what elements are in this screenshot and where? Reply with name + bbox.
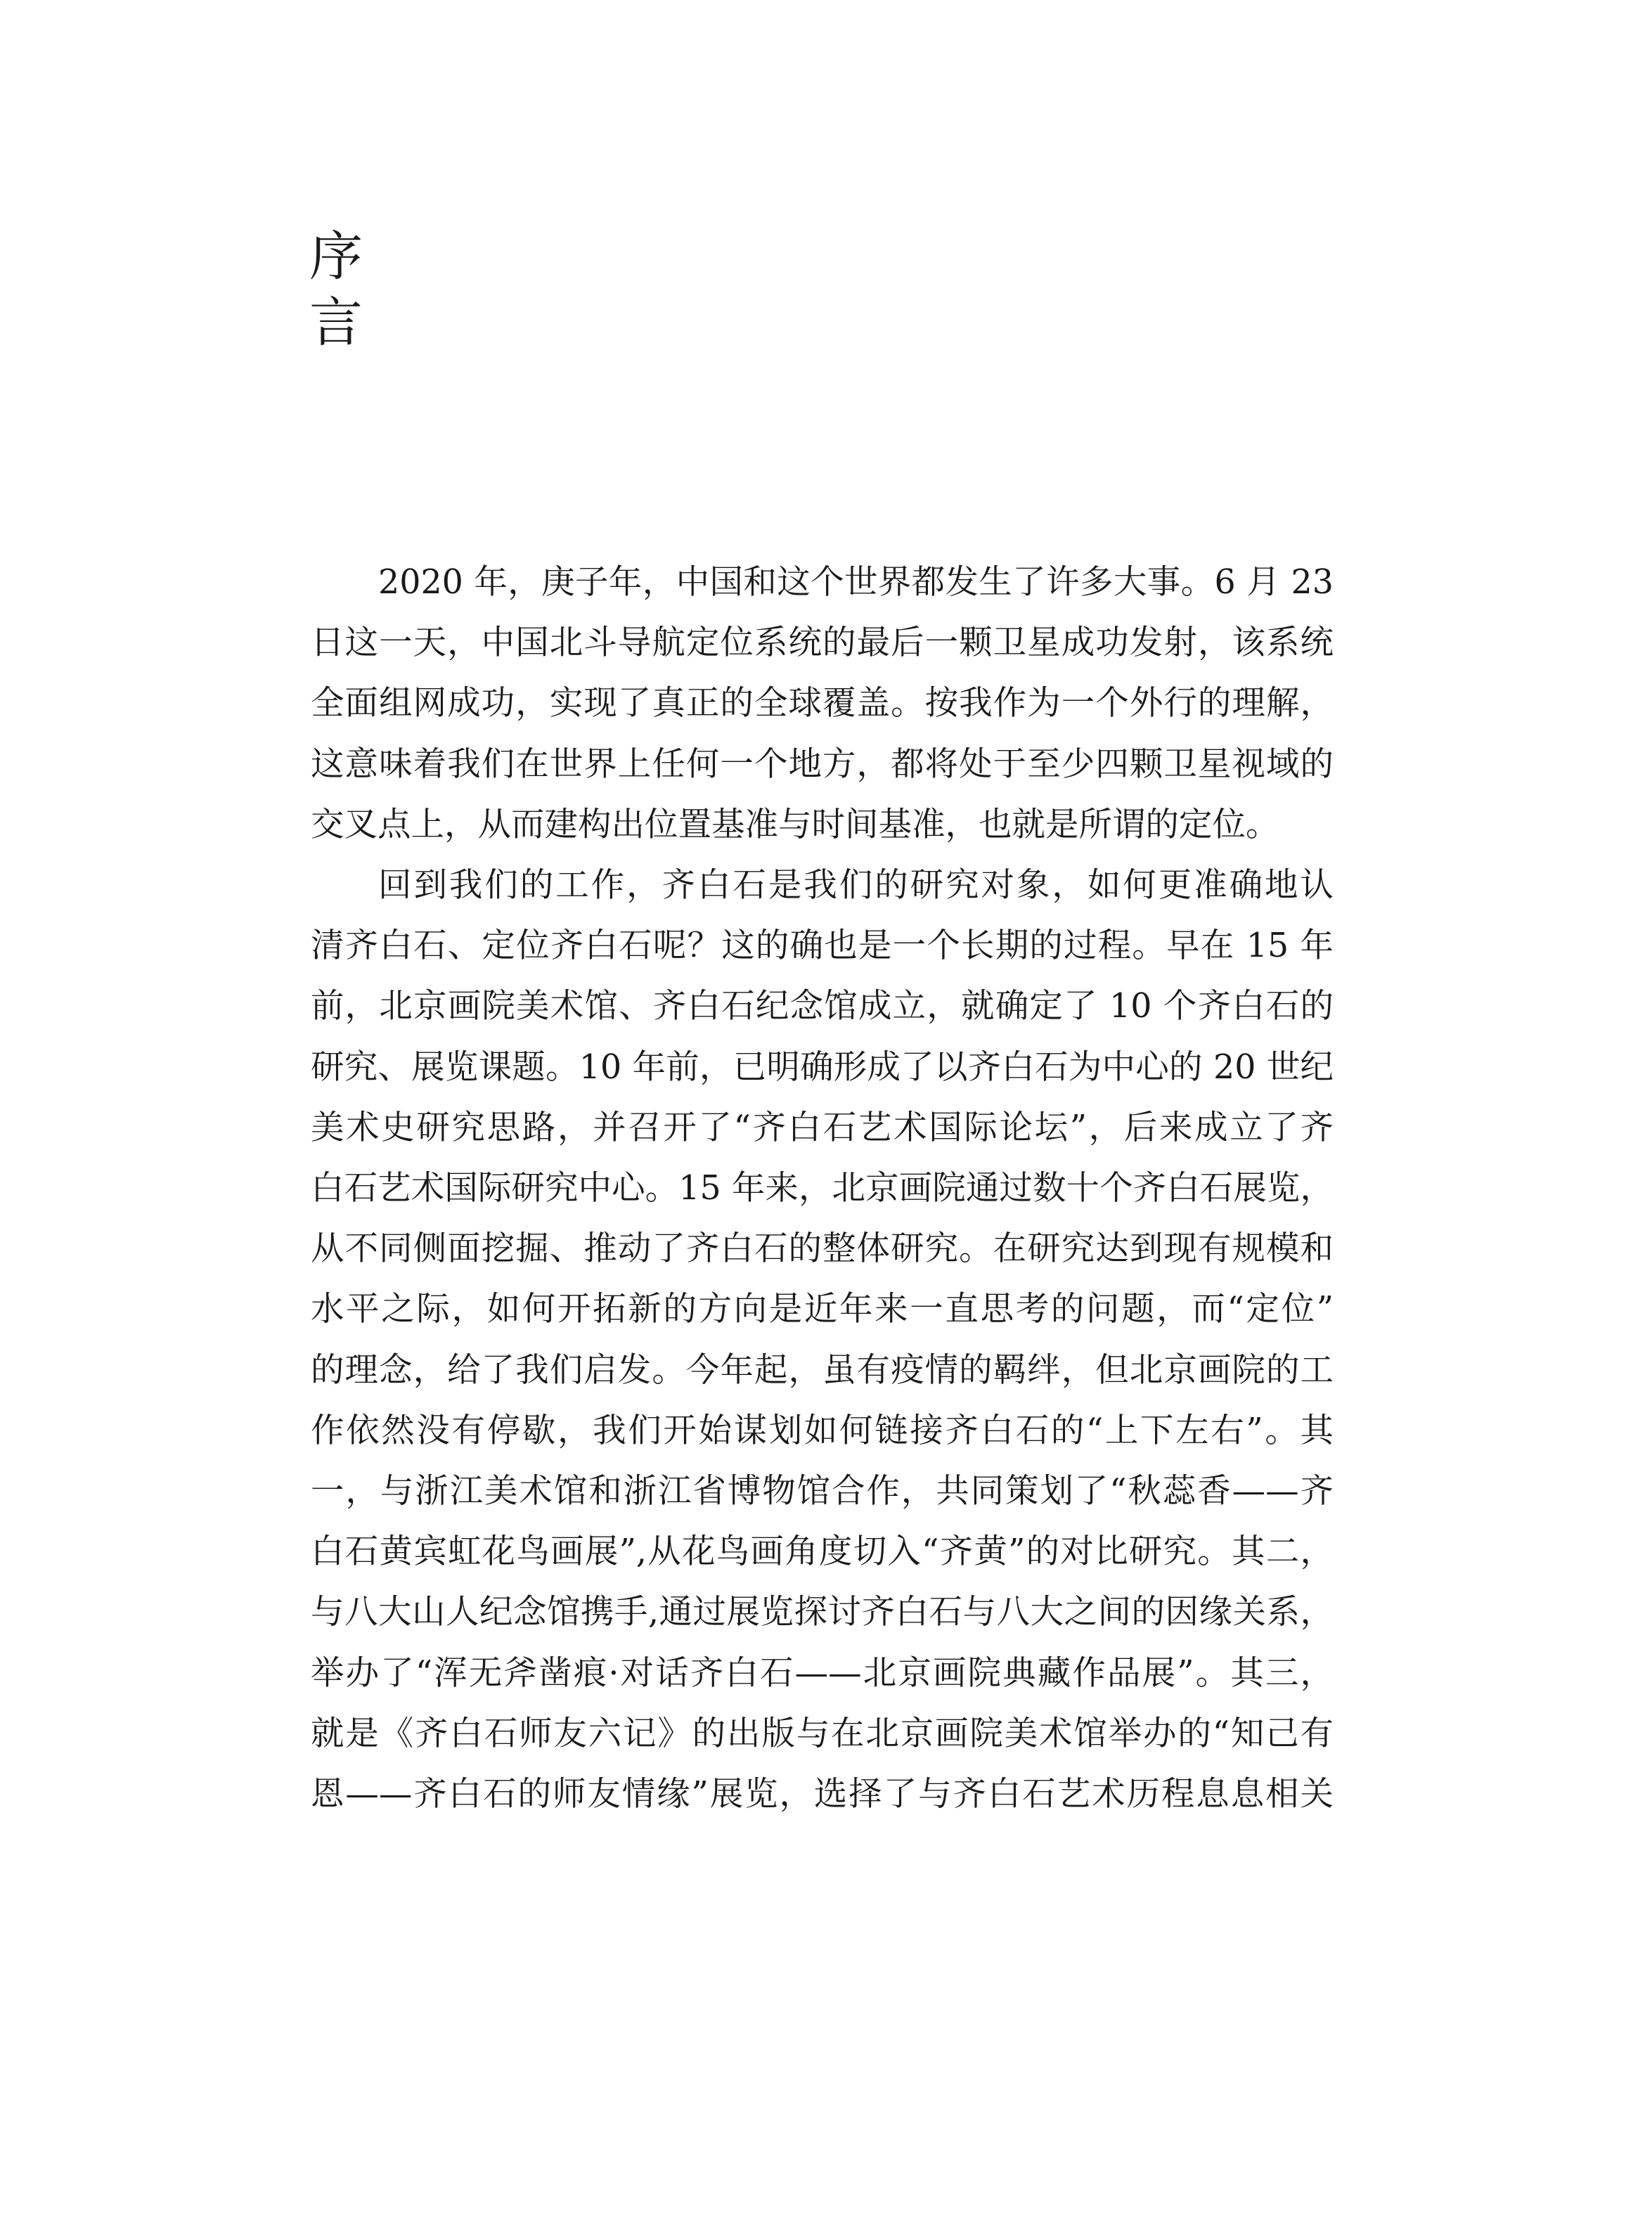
text-line: 2020 年，庚子年，中国和这个世界都发生了许多大事。6 月 23 bbox=[378, 563, 1334, 602]
text-line: 恩——齐白石的师友情缘”展览，选择了与齐白石艺术历程息息相关 bbox=[311, 1775, 1334, 1814]
text-line: 作依然没有停歇，我们开始谋划如何链接齐白石的“上下左右”。其 bbox=[311, 1411, 1334, 1450]
body-text bbox=[311, 553, 1334, 1825]
heading-char: 言 bbox=[309, 291, 363, 354]
text-line: 清齐白石、定位齐白石呢？这的确也是一个长期的过程。早在 15 年 bbox=[311, 926, 1334, 966]
text-line: 的理念，给了我们启发。今年起，虽有疫情的羁绊，但北京画院的工 bbox=[311, 1350, 1334, 1390]
text-line: 研究、展览课题。10 年前，已明确形成了以齐白石为中心的 20 世纪 bbox=[311, 1047, 1334, 1087]
text-line: 交叉点上，从而建构出位置基准与时间基准，也就是所谓的定位。 bbox=[311, 805, 1279, 844]
text-line: 全面组网成功，实现了真正的全球覆盖。按我作为一个外行的理解， bbox=[311, 684, 1334, 723]
text-line: 白石黄宾虹花鸟画展”,从花鸟画角度切入“齐黄”的对比研究。其二， bbox=[311, 1532, 1334, 1572]
text-line: 从不同侧面挖掘、推动了齐白石的整体研究。在研究达到现有规模和 bbox=[311, 1229, 1334, 1269]
text-line: 与八大山人纪念馆携手,通过展览探讨齐白石与八大之间的因缘关系， bbox=[311, 1593, 1334, 1632]
text-line: 举办了“浑无斧凿痕·对话齐白石——北京画院典藏作品展”。其三， bbox=[311, 1653, 1334, 1693]
text-line: 前，北京画院美术馆、齐白石纪念馆成立，就确定了 10 个齐白石的 bbox=[311, 987, 1334, 1026]
text-line: 回到我们的工作，齐白石是我们的研究对象，如何更准确地认 bbox=[378, 866, 1334, 905]
text-line: 白石艺术国际研究中心。15 年来，北京画院通过数十个齐白石展览， bbox=[311, 1169, 1334, 1208]
heading-char: 序 bbox=[309, 225, 363, 288]
text-line: 水平之际，如何开拓新的方向是近年来一直思考的问题，而“定位” bbox=[311, 1290, 1334, 1329]
text-line: 这意味着我们在世界上任何一个地方，都将处于至少四颗卫星视域的 bbox=[311, 744, 1334, 784]
text-line: 就是《齐白石师友六记》的出版与在北京画院美术馆举办的“知己有 bbox=[311, 1714, 1334, 1753]
text-line: 美术史研究思路，并召开了“齐白石艺术国际论坛”，后来成立了齐 bbox=[311, 1108, 1334, 1147]
preface-heading bbox=[309, 224, 373, 356]
text-line: 日这一天，中国北斗导航定位系统的最后一颗卫星成功发射，该系统 bbox=[311, 624, 1334, 663]
text-line: 一，与浙江美术馆和浙江省博物馆合作，共同策划了“秋蕊香——齐 bbox=[311, 1472, 1334, 1511]
